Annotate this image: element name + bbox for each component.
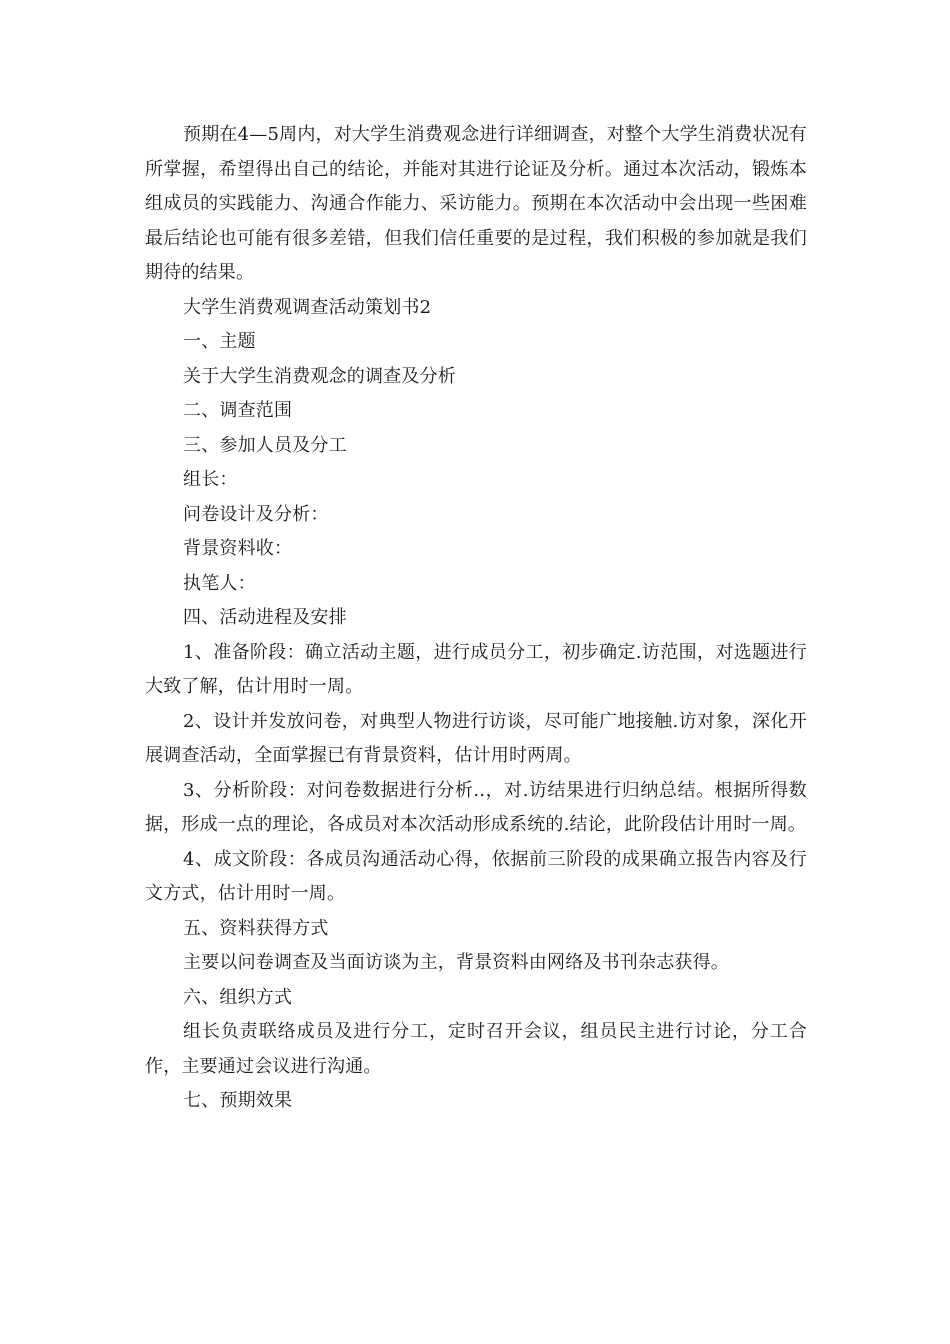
paragraph-theme: 关于大学生消费观念的调查及分析 xyxy=(183,365,456,387)
role-leader: 组长： xyxy=(183,469,238,490)
paragraph-organization: 组长负责联络成员及进行分工，定时召开会议，组员民主进行讨论，分工合作，主要通过会议进行沟通。 xyxy=(145,1021,807,1077)
heading-schedule: 四、活动进程及安排 xyxy=(183,607,347,628)
schedule-step-4: 4、成文阶段：各成员沟通活动心得，依据前三阶段的成果确立报告内容及行文方式，估计用时一周。 xyxy=(145,848,807,904)
schedule-step-3: 3、分析阶段：对问卷数据进行分析..，对.访结果进行归纳总结。根据所得数据，形成一点的理论，各成员对本次活动形成系统的.结论，此阶段估计用时一周。 xyxy=(145,779,807,835)
role-writer: 执笔人： xyxy=(183,572,256,594)
document-body xyxy=(145,118,807,1119)
section-title: 大学生消费观调查活动策划书2 xyxy=(183,296,432,318)
heading-scope: 二、调查范围 xyxy=(183,400,293,421)
paragraph-data-source: 主要以问卷调查及当面访谈为主，背景资料由网络及书刊杂志获得。 xyxy=(183,952,729,973)
heading-theme: 一、主题 xyxy=(183,331,256,352)
heading-expected-effect: 七、预期效果 xyxy=(183,1090,293,1111)
role-background: 背景资料收： xyxy=(183,538,293,559)
schedule-step-1: 1、准备阶段：确立活动主题，进行成员分工，初步确定.访范围，对选题进行大致了解，估计用时一周。 xyxy=(145,641,807,697)
role-questionnaire: 问卷设计及分析： xyxy=(183,503,329,525)
paragraph-expected-outcome: 预期在4—5周内，对大学生消费观念进行详细调查，对整个大学生消费状况有所掌握，希望得出自己的结论，并能对其进行论证及分析。通过本次活动，锻炼本组成员的实践能力、沟通合作能力、采访能力。预期在本次活动中会出现一些困难最后结论也可能有很多差错，但我们信任重要的是过程，我们积极的参加就是我们期待的结果。 xyxy=(145,124,807,283)
schedule-step-2: 2、设计并发放问卷，对典型人物进行访谈，尽可能广地接触.访对象，深化开展调查活动，全面掌握已有背景资料，估计用时两周。 xyxy=(145,710,807,766)
heading-data-source: 五、资料获得方式 xyxy=(183,917,329,939)
heading-organization: 六、组织方式 xyxy=(183,986,293,1008)
heading-participants: 三、参加人员及分工 xyxy=(183,434,347,456)
